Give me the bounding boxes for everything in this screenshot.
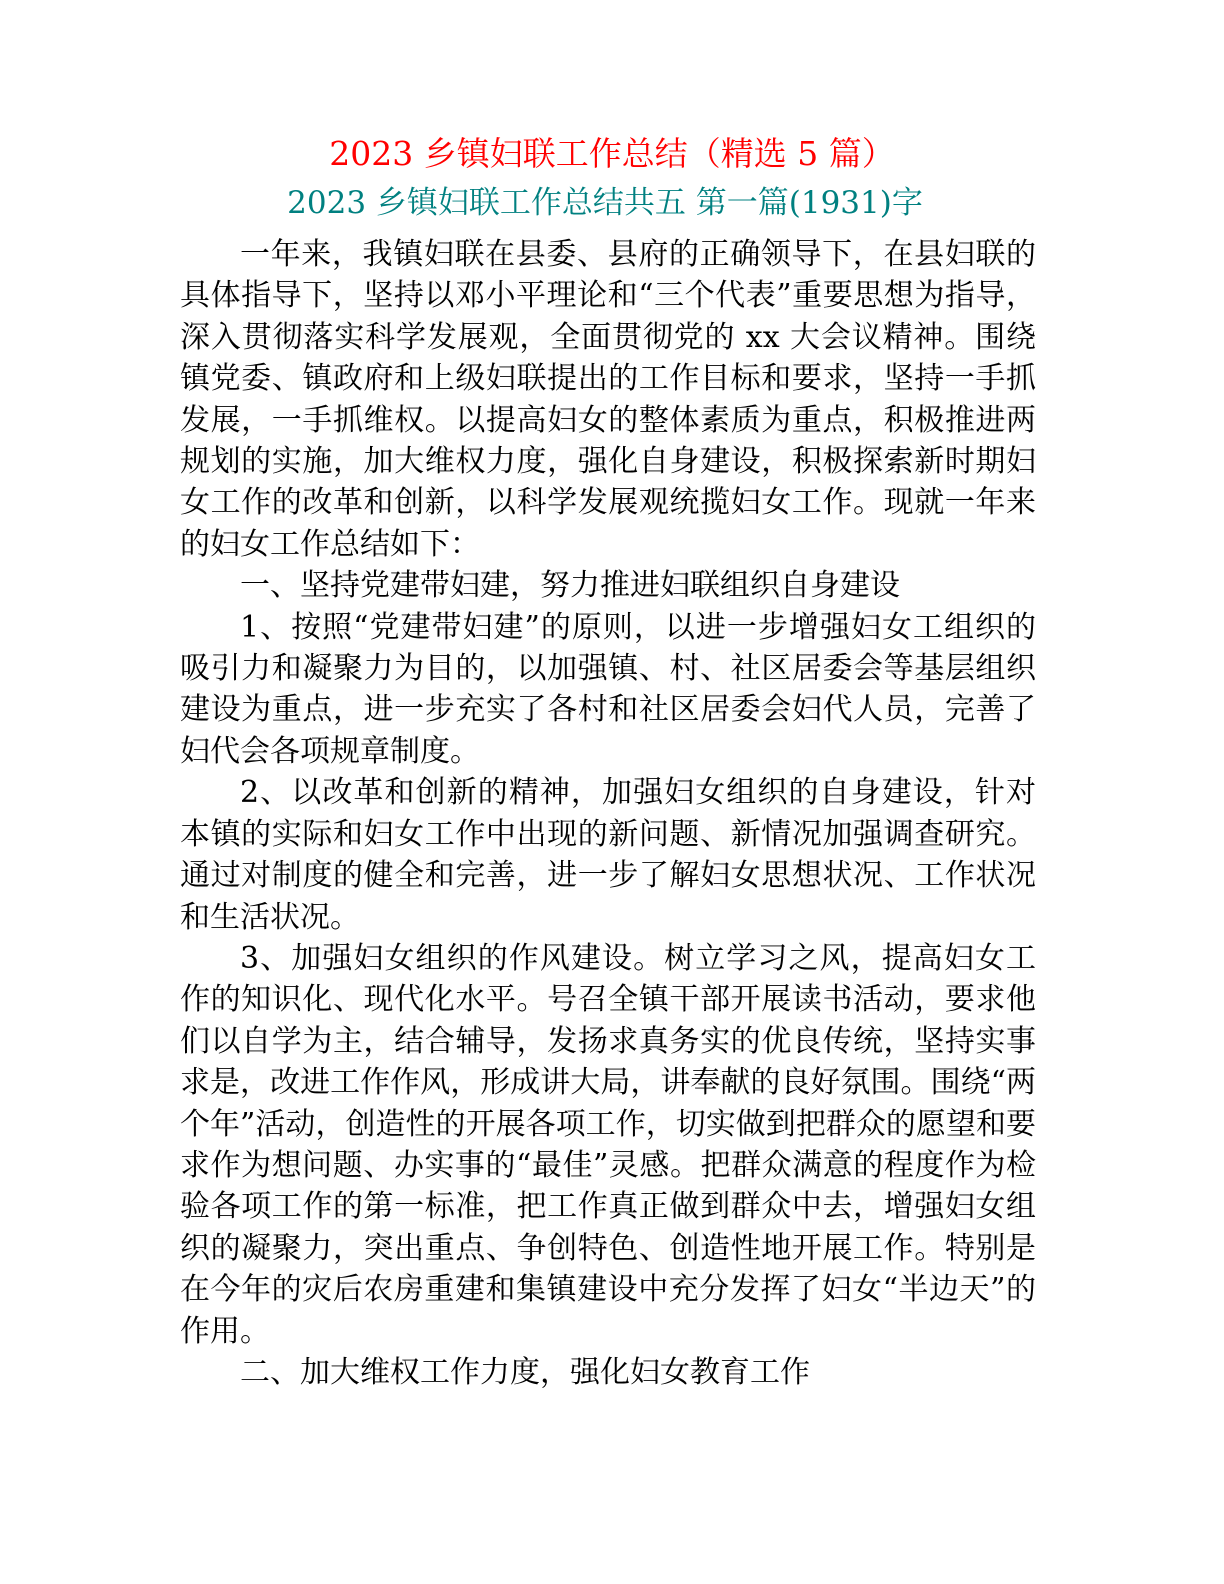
document-title: 2023 乡镇妇联工作总结（精选 5 篇） [329,134,895,173]
paragraph-item-1: 1、按照“党建带妇建”的原则，以进一步增强妇女工组织的吸引力和凝聚力为目的，以加强镇、村、社区居委会等基层组织建设为重点，进一步充实了各村和社区居委会妇代人员，完善了妇代会各项规章制度。 [180,609,1036,769]
document-body [180,234,1036,1393]
paragraph-item-2: 2、以改革和创新的精神，加强妇女组织的自身建设，针对本镇的实际和妇女工作中出现的新问题、新情况加强调查研究。通过对制度的健全和完善，进一步了解妇女思想状况、工作状况和生活状况。 [180,775,1036,935]
document-subtitle: 2023 乡镇妇联工作总结共五 第一篇(1931)字 [287,185,923,221]
section-heading-2: 二、加大维权工作力度，强化妇女教育工作 [240,1354,810,1390]
intro-paragraph: 一年来，我镇妇联在县委、县府的正确领导下，在县妇联的具体指导下，坚持以邓小平理论和“三个代表”重要思想为指导，深入贯彻落实科学发展观，全面贯彻党的 xx 大会议精神。围绕镇党委、镇政府和上级妇联提出的工作目标和要求，坚持一手抓发展，一手抓维权。以提高妇女的整体素质为重点，积极推进两规划的实施，加大维权力度，强化自身建设，积极探索新时期妇女工作的改革和创新，以科学发展观统揽妇女工作。现就一年来的妇女工作总结如下： [180,237,1036,562]
section-heading-1: 一、坚持党建带妇建，努力推进妇联组织自身建设 [240,568,900,604]
paragraph-item-3: 3、加强妇女组织的作风建设。树立学习之风，提高妇女工作的知识化、现代化水平。号召全镇干部开展读书活动，要求他们以自学为主，结合辅导，发扬求真务实的优良传统，坚持实事求是，改进工作作风，形成讲大局，讲奉献的良好氛围。围绕“两个年”活动，创造性的开展各项工作，切实做到把群众的愿望和要求作为想问题、办实事的“最佳”灵感。把群众满意的程度作为检验各项工作的第一标准，把工作真正做到群众中去，增强妇女组织的凝聚力，突出重点、争创特色、创造性地开展工作。特别是在今年的灾后农房重建和集镇建设中充分发挥了妇女“半边天”的作用。 [180,940,1036,1349]
